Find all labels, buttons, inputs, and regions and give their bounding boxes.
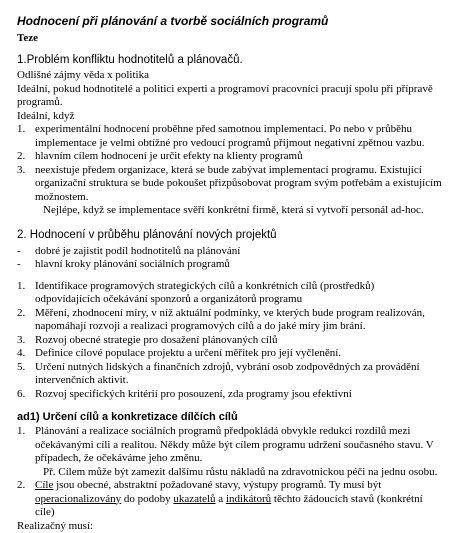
list-number: 1. xyxy=(17,123,25,137)
list-item xyxy=(17,123,442,150)
ad1-heading: ad1) Určení cílů a konkretizace dílčích cílů xyxy=(17,411,442,423)
list-number: 1. xyxy=(17,280,25,294)
list-number: 5. xyxy=(17,361,25,375)
document-title: Hodnocení při plánování a tvorbě sociálních programů xyxy=(17,14,442,28)
section1-line-1: Odlišné zájmy věda x politika xyxy=(17,69,442,83)
section2-bullets xyxy=(17,245,442,272)
ad1-list-2 xyxy=(17,479,442,520)
list-item xyxy=(17,280,442,307)
ad1-note: Př. Cílem může být zamezit dalšímu růstu nákladů na zdravotnickou péči na jednu osobu. xyxy=(17,466,442,480)
list-number: 1. xyxy=(17,425,25,439)
list-item xyxy=(17,245,442,259)
list-item xyxy=(17,425,442,466)
list-item xyxy=(17,479,442,520)
list-item-text: hlavním cílem hodnocení je určit efekty na klienty programů xyxy=(35,150,303,162)
list-item xyxy=(17,150,442,164)
list-item-text: experimentální hodnocení proběhne před samotnou implementací. Po nebo v průběhu implementace je velmi obtížné pro vedoucí programů přijmout negativní zpětnou vazbu. xyxy=(35,123,424,149)
section1-heading xyxy=(17,54,442,68)
text-run: do podoby xyxy=(121,493,173,505)
list-item-text: Měření, zhodnocení míry, v níž aktuální podmínky, ve kterých bude program realizován, napomáhají rozvoji a realizaci programových cílů a do jaké míry jim brání. xyxy=(35,307,425,333)
text-run: a xyxy=(216,493,226,505)
list-item xyxy=(17,334,442,348)
list-number: 3. xyxy=(17,164,25,178)
list-number: 2. xyxy=(17,479,25,493)
list-item-text: dobré je zajistit podíl hodnotitelů na plánování xyxy=(35,245,240,257)
dash-marker: - xyxy=(17,258,21,272)
list-number: 4. xyxy=(17,347,25,361)
underlined-term: operacionalizovány xyxy=(35,493,121,505)
list-item-text: Plánování a realizace sociálních programů předpokládá obvykle redukci rozdílů mezi očekávanými cíli a realitou. Někdy může být cílem programu udržení současného stavu. V případech, že očekáváme jeho změnu. xyxy=(35,425,434,464)
list-item-text: hlavní kroky plánování sociálních programů xyxy=(35,258,230,270)
section1-line-3: Ideální, když xyxy=(17,110,442,124)
section1-line-2: Ideální, pokud hodnotitelé a politici experti a programoví pracovníci pracují spolu při přípravě programů. xyxy=(17,83,442,110)
list-item-text: Rozvoj specifických kritérií pro posouzení, zda programy jsou efektivní xyxy=(35,388,352,400)
dash-marker: - xyxy=(17,245,21,259)
list-number: 3. xyxy=(17,334,25,348)
teze-label: Teze xyxy=(17,32,442,46)
section1-list xyxy=(17,123,442,204)
list-item xyxy=(17,388,442,402)
underlined-term: Cíle xyxy=(35,479,53,491)
section1-heading-text: 1.Problém konfliktu hodnotitelů a plánovačů. xyxy=(17,54,243,66)
list-item xyxy=(17,347,442,361)
list-item-text: Rozvoj obecné strategie pro dosažení plánovaných cílů xyxy=(35,334,278,346)
section2-heading: 2. Hodnocení v průběhu plánování nových projektů xyxy=(17,228,442,242)
list-item xyxy=(17,164,442,205)
list-item-text: neexistuje předem organizace, která se bude zabývat implementací programu. Existující organizační struktura se bude pokoušet přizpůsobovat program svým potřebám a existujícím možnostem. xyxy=(35,164,442,203)
list-item xyxy=(17,307,442,334)
underlined-term: indikátorů xyxy=(226,493,271,505)
underlined-term: ukazatelů xyxy=(173,493,215,505)
text-run: jsou obecné, abstraktní požadované stavy, výstupy programů. Ty musí být xyxy=(53,479,381,491)
list-item-text: Definice cílové populace projektu a určení měřítek pro její vyčlenění. xyxy=(35,347,341,359)
list-number: 2. xyxy=(17,150,25,164)
list-item-text: Identifikace programových strategických cílů a konkrétních cílů (prostředků) odpovídajících očekávání sponzorů a organizátorů programu xyxy=(35,280,374,306)
list-item xyxy=(17,258,442,272)
text-run: těchto žádoucích stavů (konkrétní cíle) xyxy=(35,493,423,519)
spacer xyxy=(17,272,442,280)
section1-note: Nejlépe, když se implementace svěří konkrétní firmě, která si vytvoří personál ad-hoc. xyxy=(17,204,442,218)
section2-list xyxy=(17,280,442,402)
trailing-line: Realizačný musí: xyxy=(17,520,442,533)
list-item-text: Určení nutných lidských a finančních zdrojů, vybrání osob zodpovědných za provádění intervenčních aktivit. xyxy=(35,361,420,387)
list-number: 6. xyxy=(17,388,25,402)
list-number: 2. xyxy=(17,307,25,321)
ad1-list xyxy=(17,425,442,466)
list-item xyxy=(17,361,442,388)
